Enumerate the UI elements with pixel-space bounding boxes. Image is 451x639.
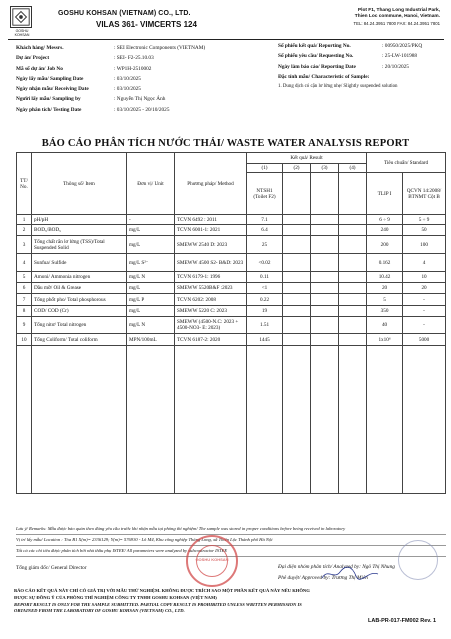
cell-empty (311, 306, 339, 317)
table-row (17, 225, 446, 236)
info-value: : 03/10/2025 (114, 86, 141, 93)
cell-empty (283, 254, 311, 272)
info-row (278, 51, 422, 61)
cell-qcvn: - (403, 294, 446, 306)
info-value: : WP1H-2510002 (114, 65, 152, 72)
cell-unit: mg/L (127, 225, 175, 236)
cell-empty (283, 283, 311, 294)
cell-empty (247, 346, 283, 494)
cell-empty (311, 294, 339, 306)
subcontract-text: Tất cả các chỉ tiêu được phân tích bởi nhà thầu phụ ISTEE/ All parameters were analyzed by subcontractor ISTEE (16, 546, 446, 557)
info-row (278, 41, 422, 51)
cell-empty (339, 215, 367, 225)
header-sample: NTSH1 (Toilet F2) (247, 173, 283, 215)
cell-empty (283, 215, 311, 225)
cell-method: SMEWW 5520B&F :2023 (175, 283, 247, 294)
cell-item: Amoni/ Ammonia nitrogen (32, 272, 127, 283)
cell-empty (283, 272, 311, 283)
info-label: Số phiếu yêu cầu/ Requesting No. (278, 53, 354, 60)
cell-unit: mg/L N (127, 272, 175, 283)
header-col-2: (2) (283, 164, 311, 173)
header-col-4: (4) (339, 164, 367, 173)
cell-empty (339, 236, 367, 254)
cell-empty (311, 254, 339, 272)
header-no: TT/ No. (17, 153, 32, 215)
handwritten-signature (320, 564, 380, 582)
cell-unit: mg/L (127, 306, 175, 317)
cell-item: BOD₅/BOD₅ (32, 225, 127, 236)
info-left (16, 43, 205, 115)
header-divider (8, 39, 444, 40)
table-row (17, 236, 446, 254)
cell-tlip: 6 ÷ 9 (367, 215, 403, 225)
info-label: Người lấy mẫu/ Sampling by (16, 96, 81, 103)
cell-tlip: 40 (367, 317, 403, 334)
cell-qcvn: 5 ÷ 9 (403, 215, 446, 225)
report-title: BÁO CÁO PHÂN TÍCH NƯỚC THẢI/ WASTE WATER ANALYSIS REPORT (41, 138, 410, 149)
table-row (17, 215, 446, 225)
cell-method: SMEWW 2540 D: 2023 (175, 236, 247, 254)
header-result: Kết quả/ Result (247, 153, 367, 164)
company-stamp (186, 535, 238, 587)
info-label: Khách hàng/ Messrs. (16, 45, 64, 51)
cell-method: TCVN 6179-1: 1996 (175, 272, 247, 283)
header-standard: Tiêu chuẩn/ Standard (367, 153, 446, 173)
cell-unit: MPN/100mL (127, 334, 175, 346)
cell-empty (339, 317, 367, 334)
cell-empty (339, 306, 367, 317)
info-value: : 00950/2025/PKQ (382, 43, 423, 49)
info-row (16, 53, 205, 63)
cell-item: Tổng nitơ/ Total nitrogen (32, 317, 127, 334)
cell-no: 5 (17, 272, 32, 283)
info-value: : Nguyễn Thị Ngọc Ánh (114, 96, 166, 103)
general-director-label: Tổng giám đốc/ General Director (16, 565, 87, 571)
cell-result: 19 (247, 306, 283, 317)
cell-no: 2 (17, 225, 32, 236)
info-row (278, 82, 422, 92)
logo-caption: GOSHU KOHSAN (14, 29, 30, 37)
cell-tlip: 20 (367, 283, 403, 294)
cell-empty (311, 283, 339, 294)
table-row (17, 283, 446, 294)
cell-result: 0.22 (247, 294, 283, 306)
cell-result: <0.02 (247, 254, 283, 272)
cell-empty (283, 236, 311, 254)
cell-item: COD/ COD (Cr) (32, 306, 127, 317)
cell-method: TCVN 6202: 2008 (175, 294, 247, 306)
cell-tlip: 350 (367, 306, 403, 317)
cell-unit: mg/L P (127, 294, 175, 306)
company-address (290, 8, 440, 27)
table-row (17, 254, 446, 272)
info-row (16, 64, 205, 74)
info-row (16, 74, 205, 84)
header-empty-4 (339, 173, 367, 215)
info-row (278, 72, 422, 82)
cell-qcvn: 10 (403, 272, 446, 283)
cell-item: Dầu mỡ/ Oil & Grease (32, 283, 127, 294)
cell-no: 7 (17, 294, 32, 306)
info-label: Ngày nhận mẫu/ Receiving Date (16, 86, 89, 93)
cell-result: 0.11 (247, 272, 283, 283)
cell-empty (339, 283, 367, 294)
info-label: Số phiếu kết quả/ Reporting No. (278, 43, 351, 49)
cell-unit: mg/L (127, 236, 175, 254)
info-label: Đặc tính mẫu/ Characteristic of Sample: (278, 73, 370, 80)
cell-empty (311, 236, 339, 254)
cell-qcvn: 4 (403, 254, 446, 272)
cell-empty (32, 346, 127, 494)
cell-unit: mg/L (127, 283, 175, 294)
cell-empty (339, 346, 367, 494)
cell-qcvn: 5000 (403, 334, 446, 346)
cell-empty (17, 346, 32, 494)
cell-empty (283, 225, 311, 236)
cell-result: 1.51 (247, 317, 283, 334)
cell-method: SMEWW 4500 S2- B&D: 2023 (175, 254, 247, 272)
cell-tlip: 200 (367, 236, 403, 254)
cell-empty (339, 294, 367, 306)
disclaimer (14, 588, 324, 615)
info-row (16, 43, 205, 53)
cell-tlip: 1x10⁶ (367, 334, 403, 346)
results-table (16, 152, 446, 494)
info-value: : 20/10/2025 (382, 63, 409, 70)
info-label: Mã số dự án/ Job No (16, 65, 63, 72)
cell-item: pH/pH (32, 215, 127, 225)
cell-empty (283, 346, 311, 494)
disclaimer-vn: BÁO CÁO KẾT QUẢ NÀY CHỈ CÓ GIÁ TRỊ VỚI MẪU THỬ NGHIỆM. KHÔNG ĐƯỢC TRÍCH SAO MỘT PHẦN KẾT QUẢ NÀY NẾU KHÔNG ĐƯỢC SỰ ĐỒNG Ý CỦA PHÒNG THÍ NGHIỆM CÔNG TY TNHH GOSHU KOHSAN (VIỆT NAM) (14, 588, 310, 600)
cell-method: TCVN 6187-2: 2020 (175, 334, 247, 346)
cell-empty (339, 225, 367, 236)
cell-qcvn: - (403, 317, 446, 334)
table-row (17, 272, 446, 283)
cell-empty (311, 225, 339, 236)
cell-empty (403, 346, 446, 494)
sample-characteristic: 1. Dung dịch có cặn lơ lửng nhẹ/ Slightly suspended solution (278, 84, 398, 90)
info-label: Ngày lấy mẫu/ Sampling Date (16, 75, 84, 82)
cell-method: SMEWW (4500-N.C: 2023 + 4500-NO3- E: 2023) (175, 317, 247, 334)
disclaimer-en: REPORT RESULT IS ONLY FOR THE SAMPLE SUBMITTED. PARTIAL COPY RESULT IS PROHIBITED UNLESS WRITTEN PERMISSION IS OBTAINED FROM THE LABORATORY OF GOSHU KOHSAN (VIETNAM) CO., LTD. (14, 601, 302, 614)
cell-empty (311, 334, 339, 346)
cell-empty (339, 272, 367, 283)
info-row (16, 94, 205, 104)
info-value: : 03/10/2025 (114, 75, 141, 82)
cell-result: 25 (247, 236, 283, 254)
address-line-2: Thien Loc commune, Hanoi, Vietnam. (354, 14, 440, 20)
cell-no: 9 (17, 317, 32, 334)
cell-method: TCVN 6001-1: 2021 (175, 225, 247, 236)
cell-empty (175, 346, 247, 494)
location-text: Vị trí lấy mẫu/ Location : Tòa B1 X(m)= 2336129; Y(m)= 576930 - Lô M4, Khu công nghiệp Thăng Long, xã Thiên Lộc Thành phố Hà Nội (16, 535, 446, 546)
cell-method: SMEWW 5220 C: 2023 (175, 306, 247, 317)
header-empty-3 (311, 173, 339, 215)
cell-qcvn: 20 (403, 283, 446, 294)
info-value: : SEI Electronic Components (VIETNAM) (114, 45, 206, 51)
cell-empty (283, 334, 311, 346)
header-method: Phương pháp/ Method (175, 153, 247, 215)
cell-no: 8 (17, 306, 32, 317)
stamp-text: GOSHU KOHSAN (195, 557, 229, 562)
cell-tlip: 0.162 (367, 254, 403, 272)
cell-qcvn: - (403, 306, 446, 317)
info-label: Dự án/ Project (16, 55, 50, 62)
table-row (17, 317, 446, 334)
info-label: Ngày phân tích/ Testing Date (16, 106, 82, 113)
info-value: : 03/10/2025 - 20/10/2025 (114, 106, 170, 113)
accreditation-seal (398, 540, 438, 580)
company-logo (10, 6, 32, 28)
cell-item: Tổng chất rắn lơ lửng (TSS)/Total Suspended Solid (32, 236, 127, 254)
cell-qcvn: 50 (403, 225, 446, 236)
cell-unit: - (127, 215, 175, 225)
cell-item: Tổng phốt pho/ Total phosphorous (32, 294, 127, 306)
cell-empty (311, 317, 339, 334)
cell-method: TCVN 6492 : 2011 (175, 215, 247, 225)
table-row (17, 334, 446, 346)
cell-no: 1 (17, 215, 32, 225)
info-row (16, 84, 205, 94)
cell-tlip: 5 (367, 294, 403, 306)
analyzed-by: Đại diện nhóm phân tích/ Analyzed by: Ngô Thị Nhung (278, 564, 395, 570)
header-tlip: TLIP I (367, 173, 403, 215)
info-label: Ngày làm báo cáo/ Reporting Date (278, 63, 356, 70)
header-unit: Đơn vị/ Unit (127, 153, 175, 215)
cell-result: 1445 (247, 334, 283, 346)
cell-empty (283, 294, 311, 306)
cell-tlip: 10.42 (367, 272, 403, 283)
cell-item: Tổng Coliform/ Total coliform (32, 334, 127, 346)
info-value: : SEI- F2-25.10.03 (114, 55, 154, 62)
address-contact: TEL: 84.24.3951 7800 FAX: 84.24.3951 7801 (353, 20, 440, 26)
approved-by: Phê duyệt/ Approved by: Trương Thị Miên (278, 575, 368, 581)
cell-item: Sunfua/ Sulfide (32, 254, 127, 272)
remarks-text: Lưu ý/ Remarks: Mẫu được bảo quản theo đúng yêu cầu trước khi nhận mẫu tại phòng thí nghiệm/ The sample was stored in proper conditions before being received in laboratory (16, 524, 446, 535)
cell-no: 6 (17, 283, 32, 294)
cell-empty (127, 346, 175, 494)
cell-unit: mg/L N (127, 317, 175, 334)
header-empty-2 (283, 173, 311, 215)
table-blank-area (17, 346, 446, 494)
cell-empty (311, 215, 339, 225)
table-row (17, 294, 446, 306)
header-col-3: (3) (311, 164, 339, 173)
info-value: : 25-LW-101988 (382, 53, 418, 60)
table-row (17, 306, 446, 317)
header-item: Thông số/ Item (32, 153, 127, 215)
cell-result: 6.4 (247, 225, 283, 236)
header-col-1: (1) (247, 164, 283, 173)
cell-unit: mg/L S²⁻ (127, 254, 175, 272)
info-right (278, 41, 422, 92)
cell-empty (339, 334, 367, 346)
cell-empty (283, 306, 311, 317)
cell-empty (311, 346, 339, 494)
cell-empty (283, 317, 311, 334)
info-row (278, 62, 422, 72)
form-code: LAB-PR-017-FM002 Rev. 1 (368, 618, 437, 624)
cell-no: 10 (17, 334, 32, 346)
cell-tlip: 240 (367, 225, 403, 236)
cell-empty (339, 254, 367, 272)
cell-no: 4 (17, 254, 32, 272)
info-row (16, 105, 205, 115)
accreditation-code: VILAS 361- VIMCERTS 124 (96, 20, 197, 29)
cell-empty (367, 346, 403, 494)
cell-result: <1 (247, 283, 283, 294)
header-qcvn: QCVN 14:2008/ BTNMT Cột B (403, 173, 446, 215)
address-line-1: Plot F1, Thang Long Industrial Park, (357, 8, 440, 13)
cell-qcvn: 100 (403, 236, 446, 254)
cell-result: 7.1 (247, 215, 283, 225)
company-name: GOSHU KOHSAN (VIETNAM) CO., LTD. (58, 10, 191, 17)
cell-no: 3 (17, 236, 32, 254)
cell-empty (311, 272, 339, 283)
